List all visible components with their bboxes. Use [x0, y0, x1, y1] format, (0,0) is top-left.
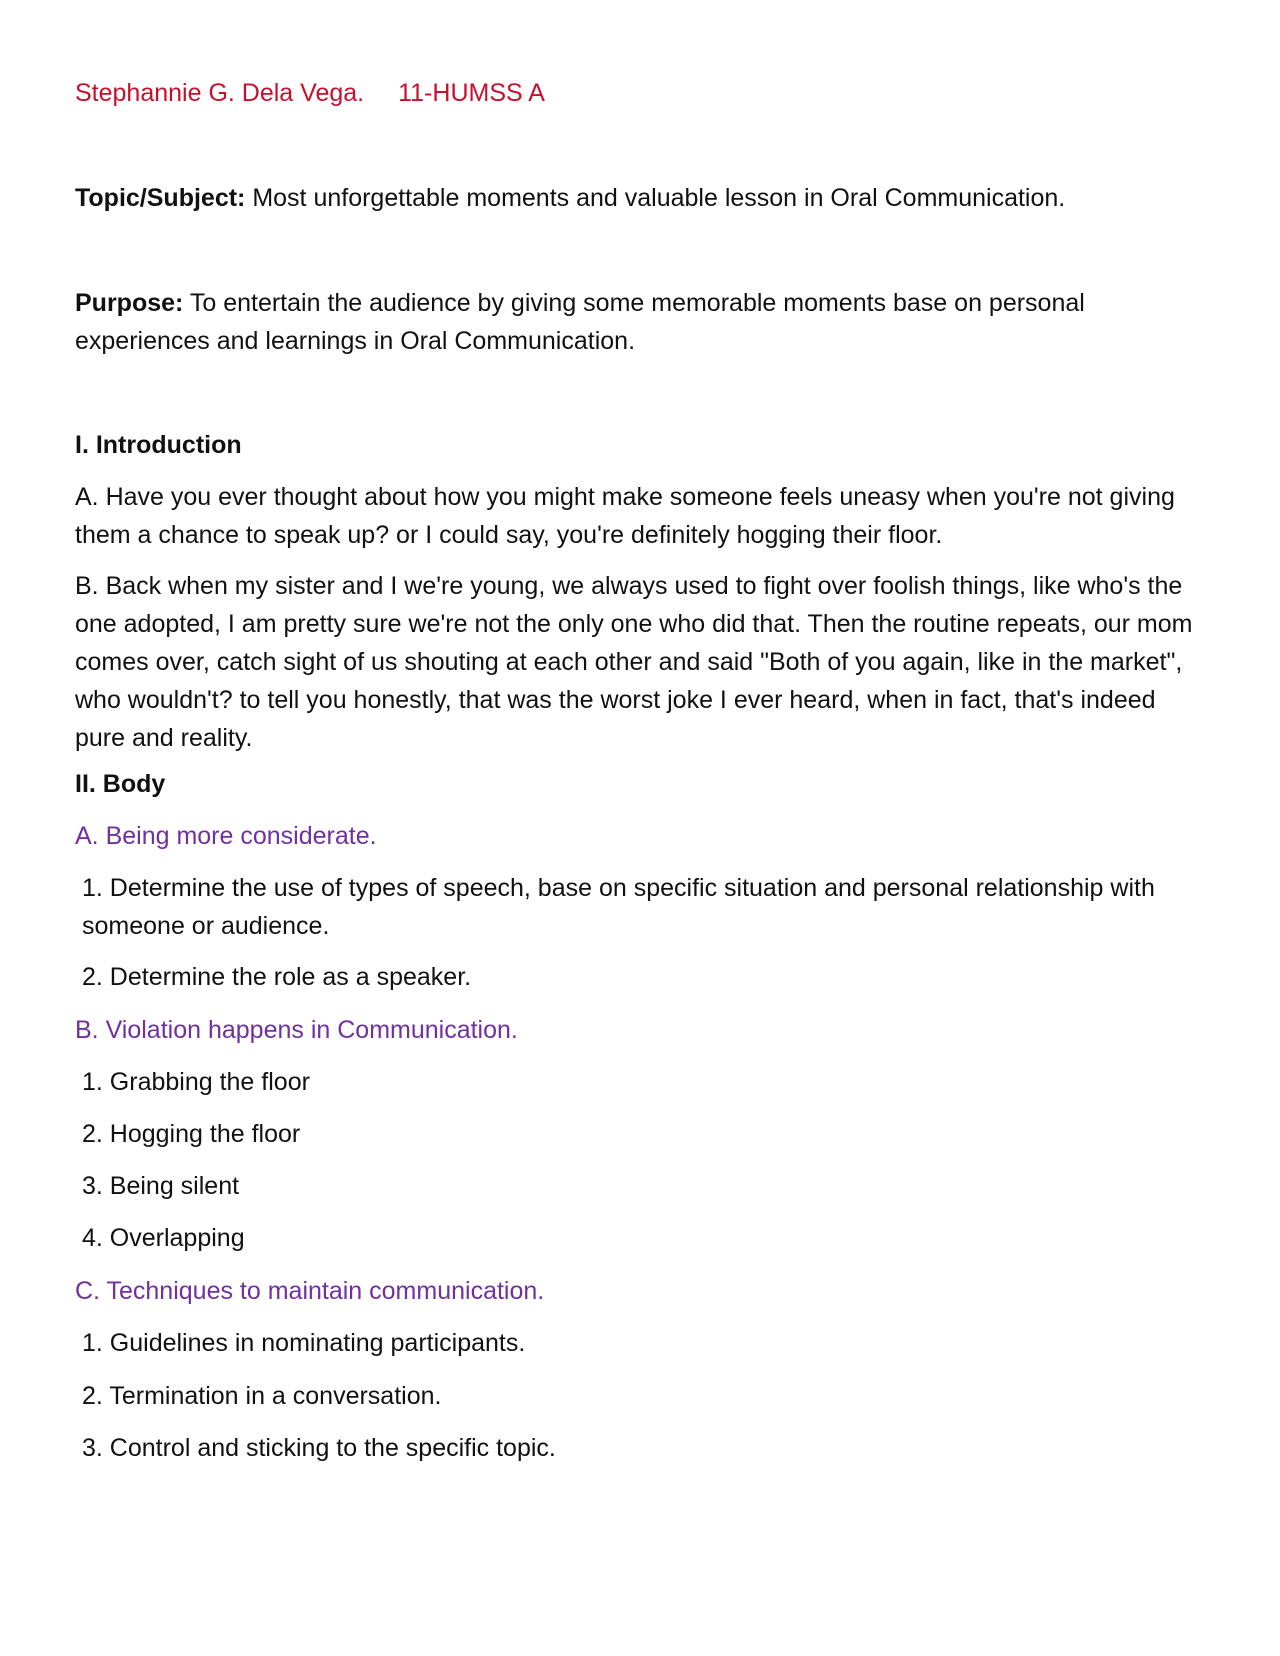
body-section-b-item: 3. Being silent	[82, 1172, 240, 1200]
body-section-b-title: B. Violation happens in Communication.	[75, 1016, 518, 1044]
class-section: 11-HUMSS A	[398, 79, 545, 107]
purpose-paragraph	[75, 284, 1205, 360]
body-section-b-item: 2. Hogging the floor	[82, 1120, 301, 1148]
body-section-a-title: A. Being more considerate.	[75, 822, 377, 850]
body-section-b-item: 4. Overlapping	[82, 1224, 245, 1252]
body-section-a-item: 1. Determine the use of types of speech, base on specific situation and personal relationship with someone or audience.	[82, 874, 1155, 940]
body-section-c-item: 2. Termination in a conversation.	[82, 1382, 442, 1410]
introduction-point-a: A. Have you ever thought about how you might make someone feels uneasy when you're not giving them a chance to speak up? or I could say, you're definitely hogging their floor.	[75, 483, 1175, 549]
author-name: Stephannie G. Dela Vega.	[75, 79, 365, 107]
body-section-c-item: 3. Control and sticking to the specific topic.	[82, 1434, 556, 1462]
topic-text: Most unforgettable moments and valuable lesson in Oral Communication.	[245, 184, 1066, 212]
topic-paragraph	[75, 179, 1205, 217]
purpose-label: Purpose:	[75, 289, 184, 317]
author-header	[75, 74, 1205, 112]
introduction-heading: I. Introduction	[75, 431, 242, 459]
topic-label: Topic/Subject:	[75, 184, 246, 212]
body-section-b-item: 1. Grabbing the floor	[82, 1068, 310, 1096]
body-section-c-item: 1. Guidelines in nominating participants.	[82, 1329, 526, 1357]
introduction-point-b: B. Back when my sister and I we're young, we always used to fight over foolish things, like who's the one adopted, I am pretty sure we're not the only one who did that. Then the routine repeats, our mom comes over, catch sight of us shouting at each other and said "Both of you again, like in the market", who wouldn't? to tell you honestly, that was the worst joke I ever heard, when in fact, that's indeed pure and reality.	[75, 572, 1193, 752]
body-section-c-title: C. Techniques to maintain communication.	[75, 1277, 545, 1305]
purpose-text: To entertain the audience by giving some memorable moments base on personal experiences and learnings in Oral Communication.	[75, 289, 1085, 355]
body-section-a-item: 2. Determine the role as a speaker.	[82, 963, 472, 991]
body-heading: II. Body	[75, 770, 166, 798]
